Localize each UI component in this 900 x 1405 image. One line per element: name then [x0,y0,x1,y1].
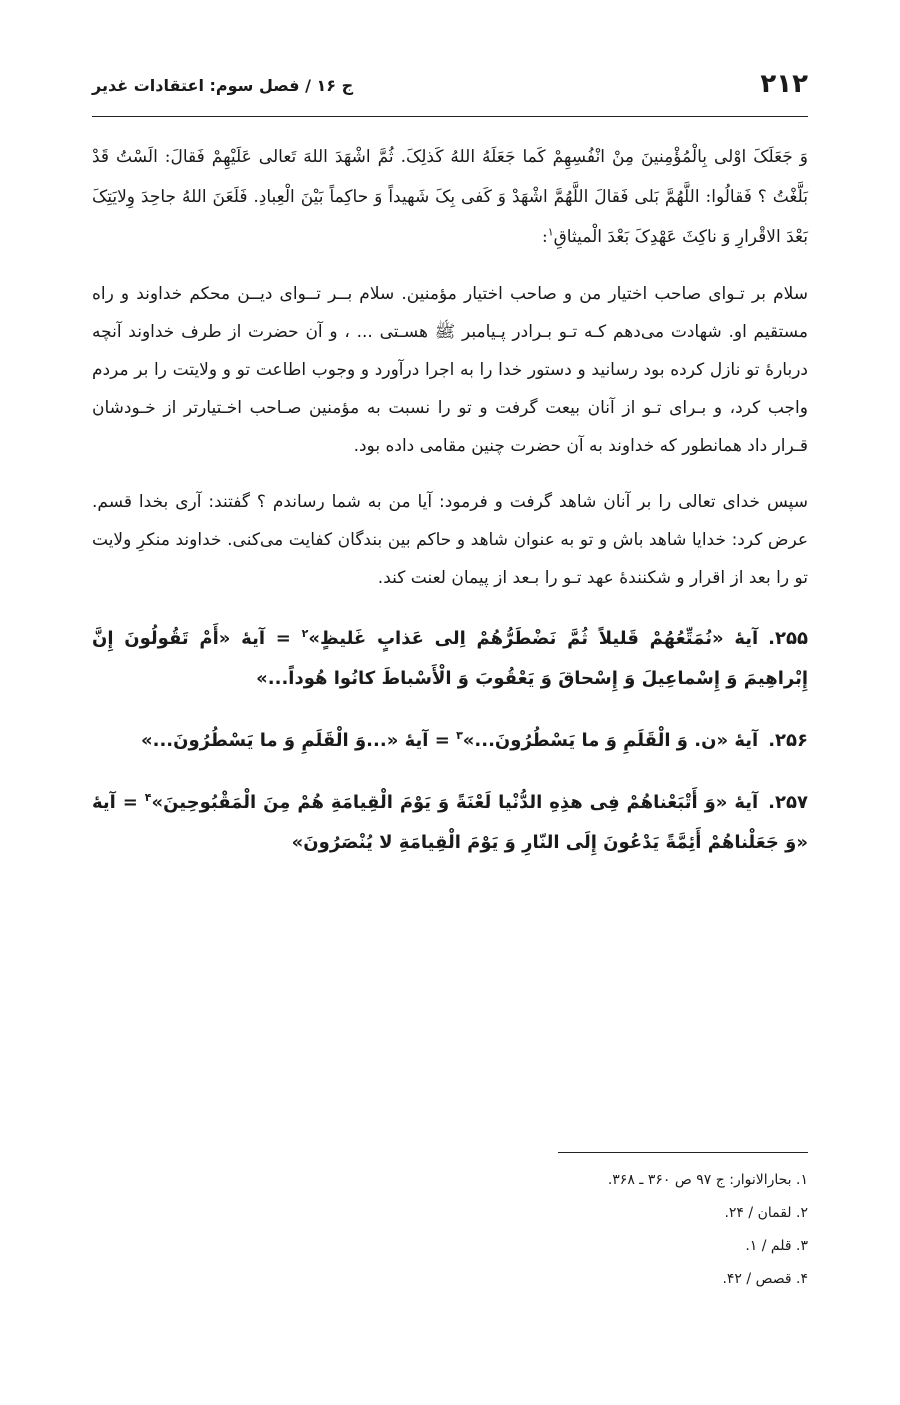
arabic-quote-text: وَ جَعَلَکَ اوْلی بِالْمُؤْمِنینَ مِنْ انْفُسِهِمْ کَما جَعَلَهُ اللهُ کَذلِکَ. ثُمَّ اشْهَدَ اللهَ تَعالی عَلَیْهِمْ فَقالَ: الَسْتُ قَدْ بَلَّغْتُ ؟ فَقالُوا: اللَّهُمَّ بَلی فَقالَ اللَّهُمَّ اشْهَدْ وَ کَفی بِکَ شَهیداً وَ حاکِماً بَیْنَ الْعِبادِ. فَلَعَنَ اللهُ جاحِدَ وِلایَتِکَ بَعْدَ الاقْرارِ وَ ناکِثَ عَهْدِکَ بَعْدَ الْمیثاقِ [92,147,808,247]
verse-equivalent: = آیهٔ «...وَ الْقَلَمِ وَ ما یَسْطُرُونَ...» [140,730,450,751]
footnote-1: ۱. بحارالانوار: ج ۹۷ ص ۳۶۰ ـ ۳۶۸. [607,1172,808,1188]
verse-number: ۲۵۷. [768,792,808,813]
verse-item-257 [92,783,808,863]
verse-number: ۲۵۵. [768,628,808,649]
footnote-3: ۳. قلم / ۱. [745,1238,808,1254]
footnote-4: ۴. قصص / ۴۲. [722,1271,808,1287]
footnote-ref: ۱ [547,225,554,239]
verse-text: آیهٔ «ن. وَ الْقَلَمِ وَ ما یَسْطُرُونَ...» [462,730,759,751]
running-title: ج ۱۶ / فصل سوم: اعتقادات غدیر [92,76,354,95]
translation-paragraph: سپس خدای تعالی را بر آنان شاهد گرفت و فرمود: آیا من به شما رساندم ؟ گفتند: آری بخدا قسم. عرض کرد: خدایا شاهد باش و تو به عنوان شاهد و حاکم بین بندگان کفایت می‌کنی. خداوند منکرِ ولایت تو را بعد از اقرار و شکنندهٔ عهد تـو را بـعد از پیمان لعنت کند. [92,492,808,588]
verse-text: آیهٔ «وَ أَتْبَعْناهُمْ فِی هذِهِ الدُّنْیا لَعْنَةً وَ یَوْمَ الْقِیامَةِ هُمْ مِنَ الْمَقْبُوحِینَ» [151,792,759,813]
verse-item-255 [92,619,808,699]
page-header [92,66,808,106]
footnote-ref: ۳ [456,729,463,742]
book-page [92,0,808,1405]
arabic-quote-end: : [541,227,548,247]
page-number: ۲۱۲ [760,69,808,99]
verse-equivalent: = آیهٔ «أَمْ تَقُولُونَ إِنَّ إِبْراهِیمَ وَ إِسْماعِیلَ وَ إِسْحاقَ وَ یَعْقُوبَ وَ الْأَسْباطَ کانُوا هُوداً...» [92,628,808,689]
footnote-rule [558,1152,808,1153]
footnote-ref: ۲ [301,627,309,640]
header-rule [92,116,808,117]
verse-item-256 [92,721,808,761]
verse-number: ۲۵۶. [768,730,808,751]
translation-paragraph: سلام بر تـوای صاحب اختیار من و صاحب اختیار مؤمنین. سلام بــر تــوای دیــن محکم خداوند و راه مستقیم او. شهادت می‌دهم کـه تـو بـرادر پـیامبر ﷺ هسـتی ... ، و آن حضرت از طرف خداوند آنچه دربارهٔ تو نازل کرده بود رسانید و دستور خدا را به اجرا درآورد و وجوب اطاعت تو و ولایتت را بر مردم واجب کرد، و بـرای تـو از آنان بیعت گرفت و تو را نسبت به مؤمنین صـاحب اخـتیارتر از خـودشان قـرار داد همانطور که خداوند به آن حضرت چنین مقامی داده بود. [92,284,808,456]
footnote-2: ۲. لقمان / ۲۴. [724,1205,808,1221]
footnotes [92,1164,808,1296]
footnote-ref: ۴ [144,791,152,804]
body-text [92,137,808,877]
verse-equivalent: = آیهٔ «وَ جَعَلْناهُمْ أَئِمَّةً یَدْعُونَ إِلَی النّارِ وَ یَوْمَ الْقِیامَةِ لا یُنْصَرُونَ» [92,792,808,853]
verse-text: آیهٔ «نُمَتِّعُهُمْ قَلیلاً ثُمَّ نَضْطَرُّهُمْ اِلی عَذابٍ غَلیظٍ» [308,628,759,649]
arabic-quote [92,137,808,257]
